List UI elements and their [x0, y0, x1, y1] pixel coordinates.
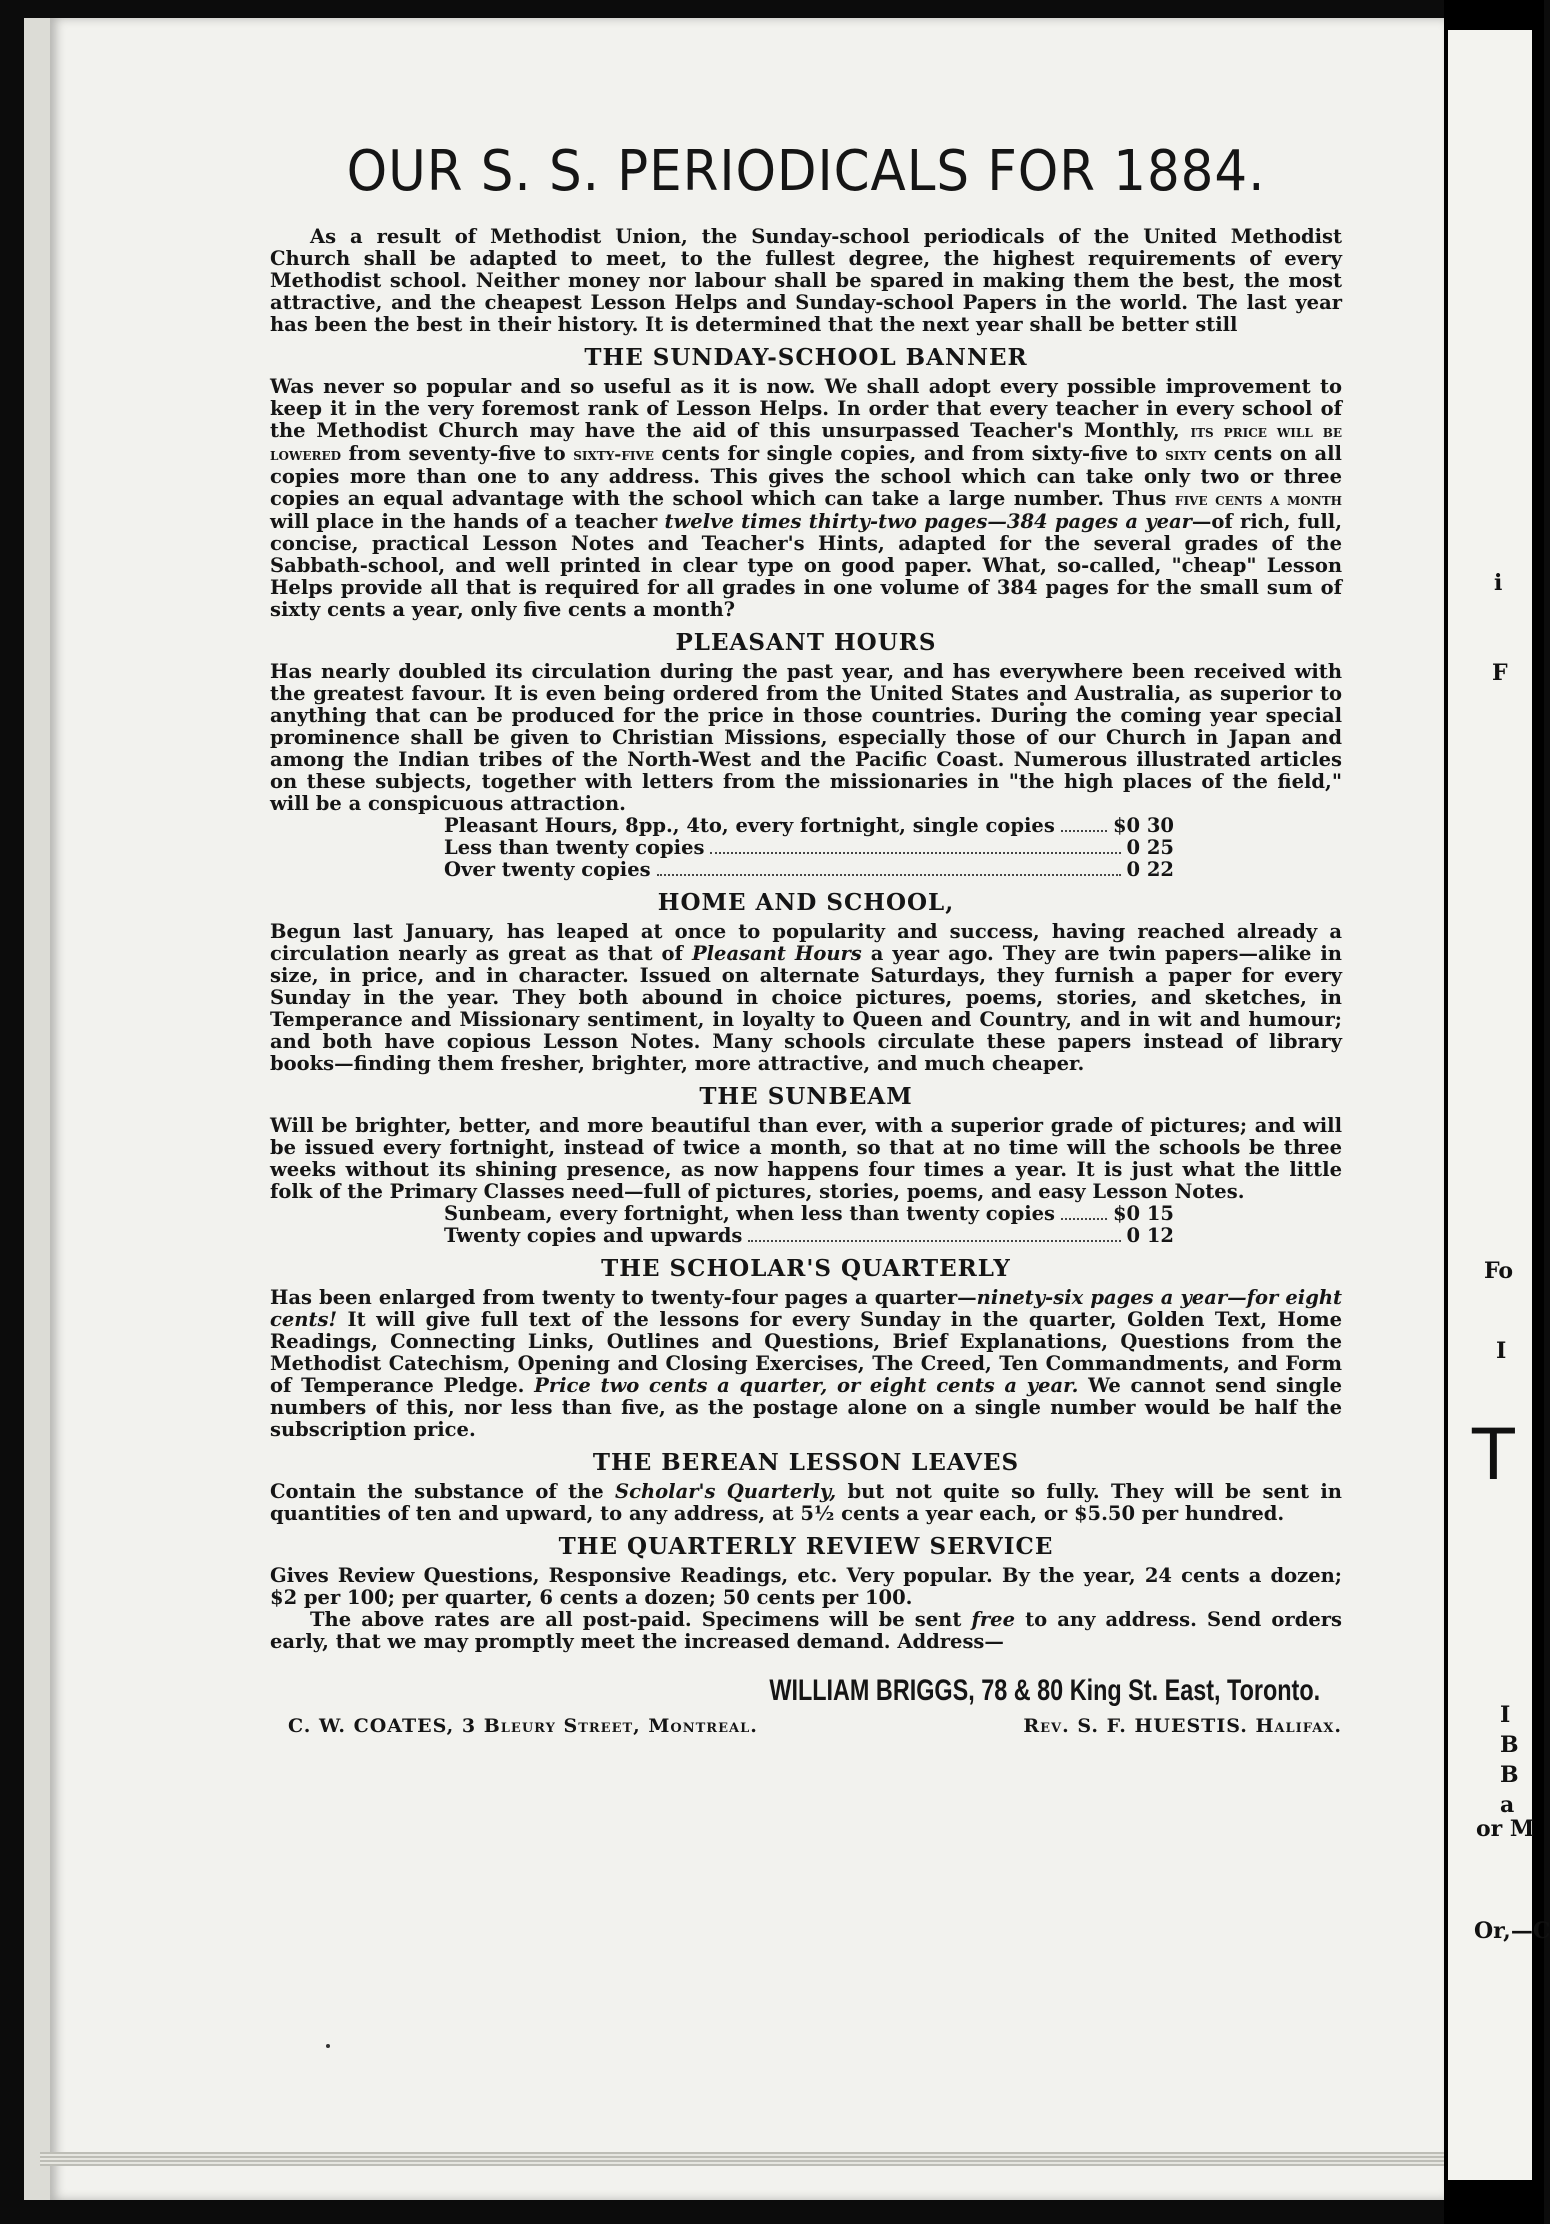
- price-row: Pleasant Hours, 8pp., 4to, every fortnight, single copies $0 30: [444, 814, 1174, 837]
- sunbeam-paragraph: Will be brighter, better, and more beautiful than ever, with a superior grade of pictures; and will be issued every fortnight, instead of twice a month, so that at no time will the schools be three weeks without its shining presence, as now happens four times a year. It is just what the little folk of the Primary Classes need—full of pictures, stories, poems, and easy Lesson Notes.: [270, 1114, 1342, 1203]
- edge-text-6: I: [1500, 1702, 1511, 1728]
- home-and-school-paragraph: Begun last January, has leaped at once to popularity and success, having reached already a circulation nearly as great as that of Pleasant Hours a year ago. They are twin papers—alike in size, in price, and in character. Issued on alternate Saturdays, they furnish a paper for every Sunday in the year. They both abound in choice pictures, poems, stories, and sketches, in Temperance and Missionary sentiment, in loyalty to Queen and Country, and in wit and humour; and both have copious Lesson Notes. Many schools circulate these papers instead of library books—finding them fresher, brighter, more attractive, and much cheaper.: [270, 920, 1342, 1075]
- price-row: Less than twenty copies 0 25: [444, 836, 1174, 859]
- pleasant-hours-price-list: [444, 815, 1174, 881]
- right-page-edge: [1448, 30, 1550, 2180]
- edge-text-9: a: [1500, 1792, 1515, 1818]
- scholars-quarterly-paragraph: Has been enlarged from twenty to twenty-four pages a quarter—ninety-six pages a year—for eight cents! It will give full text of the lessons for every Sunday in the quarter, Golden Text, Home Readings, Connecting Links, Outlines and Questions, Brief Explanations, Questions from the Methodist Catechism, Opening and Closing Exercises, The Creed, Ten Commandments, and Form of Temperance Pledge. Price two cents a quarter, or eight cents a year. We cannot send single numbers of this, nor less than five, as the postage alone on a single number would be half the subscription price.: [270, 1286, 1343, 1441]
- heading-quarterly-review-service: THE QUARTERLY REVIEW SERVICE: [558, 1533, 1054, 1560]
- heading-sunday-school-banner: THE SUNDAY-SCHOOL BANNER: [584, 344, 1028, 371]
- sunbeam-price-list: [444, 1203, 1174, 1247]
- intro-paragraph: As a result of Methodist Union, the Sunday-school periodicals of the United Methodist Church shall be adapted to meet, to the fullest degree, the highest requirements of every Methodist school. Neither money nor labour shall be spared in making them the best, the most attractive, and the cheapest Lesson Helps and Sunday-school Papers in the world. The last year has been the best in their history. It is determined that the next year shall be better still: [270, 225, 1342, 336]
- heading-scholars-quarterly: THE SCHOLAR'S QUARTERLY: [601, 1255, 1011, 1282]
- edge-text-4: I: [1496, 1338, 1507, 1364]
- document-body: [270, 140, 1342, 1737]
- publisher-address: WILLIAM BRIGGS, 78 & 80 King St. East, Toronto.: [769, 1674, 1321, 1707]
- price-row: Twenty copies and upwards 0 12: [444, 1224, 1174, 1247]
- review-paragraph: Gives Review Questions, Responsive Readings, etc. Very popular. By the year, 24 cents a dozen; $2 per 100; per quarter, 6 cents a dozen; 50 cents per 100.: [270, 1564, 1342, 1609]
- edge-text-7: B: [1500, 1732, 1519, 1758]
- halifax-agent: Rev. S. F. HUESTIS. Halifax.: [1023, 1715, 1342, 1737]
- postage-paragraph: The above rates are all post-paid. Specimens will be sent free to any address. Send orders early, that we may promptly meet the increased demand. Address—: [270, 1608, 1342, 1653]
- banner-paragraph: Was never so popular and so useful as it is now. We shall adopt every possible improvement to keep it in the very foremost rank of Lesson Helps. In order that every teacher in every school of the Methodist Church may have the aid of this unsurpassed Teacher's Monthly, its price will be lowered from seventy-five to sixty-five cents for single copies, and from sixty-five to sixty cents on all copies more than one to any address. This gives the school which can take only two or three copies an equal advantage with the school which can take a large number. Thus five cents a month will place in the hands of a teacher twelve times thirty-two pages—384 pages a year—of rich, full, concise, practical Lesson Notes and Teacher's Hints, adapted for the several grades of the Sabbath-school, and well printed in clear type on good paper. What, so-called, "cheap" Lesson Helps provide all that is required for all grades in one volume of 384 pages for the small sum of sixty cents a year, only five cents a month?: [270, 375, 1342, 621]
- heading-home-and-school: HOME AND SCHOOL,: [657, 889, 955, 916]
- pleasant-hours-paragraph: Has nearly doubled its circulation during the past year, and has everywhere been received with the greatest favour. It is even being ordered from the United States and Australia, as superior to anything that can be produced for the price in those countries. During the coming year special prominence shall be given to Christian Missions, especially those of our Church in Japan and among the Indian tribes of the North-West and the Pacific Coast. Numerous illustrated articles on these subjects, together with letters from the missionaries in "the high places of the field," will be a conspicuous attraction.: [270, 660, 1342, 815]
- edge-text-2: F: [1492, 660, 1508, 686]
- edge-text-1: i: [1494, 570, 1503, 596]
- print-speck: [326, 2044, 330, 2048]
- page-edge-stack: [40, 2152, 1444, 2166]
- edge-text-3: Fo: [1484, 1258, 1514, 1284]
- heading-berean-lesson-leaves: THE BEREAN LESSON LEAVES: [592, 1449, 1020, 1476]
- edge-text-5: T: [1472, 1414, 1515, 1496]
- heading-pleasant-hours: PLEASANT HOURS: [675, 629, 937, 656]
- agents-line: [270, 1715, 1342, 1737]
- price-row: Sunbeam, every fortnight, when less than twenty copies $0 15: [444, 1202, 1174, 1225]
- berean-paragraph: Contain the substance of the Scholar's Quarterly, but not quite so fully. They will be sent in quantities of ten and upward, to any address, at 5½ cents a year each, or $5.50 per hundred.: [270, 1480, 1342, 1525]
- price-row: Over twenty copies 0 22: [444, 858, 1174, 881]
- edge-text-10: or M: [1476, 1816, 1535, 1842]
- edge-text-11: Or,—C: [1474, 1918, 1550, 1944]
- edge-text-8: B: [1500, 1762, 1519, 1788]
- montreal-agent: C. W. COATES, 3 Bleury Street, Montreal.: [288, 1715, 758, 1737]
- heading-sunbeam: THE SUNBEAM: [699, 1083, 913, 1110]
- page-title: OUR S. S. PERIODICALS FOR 1884.: [346, 139, 1266, 204]
